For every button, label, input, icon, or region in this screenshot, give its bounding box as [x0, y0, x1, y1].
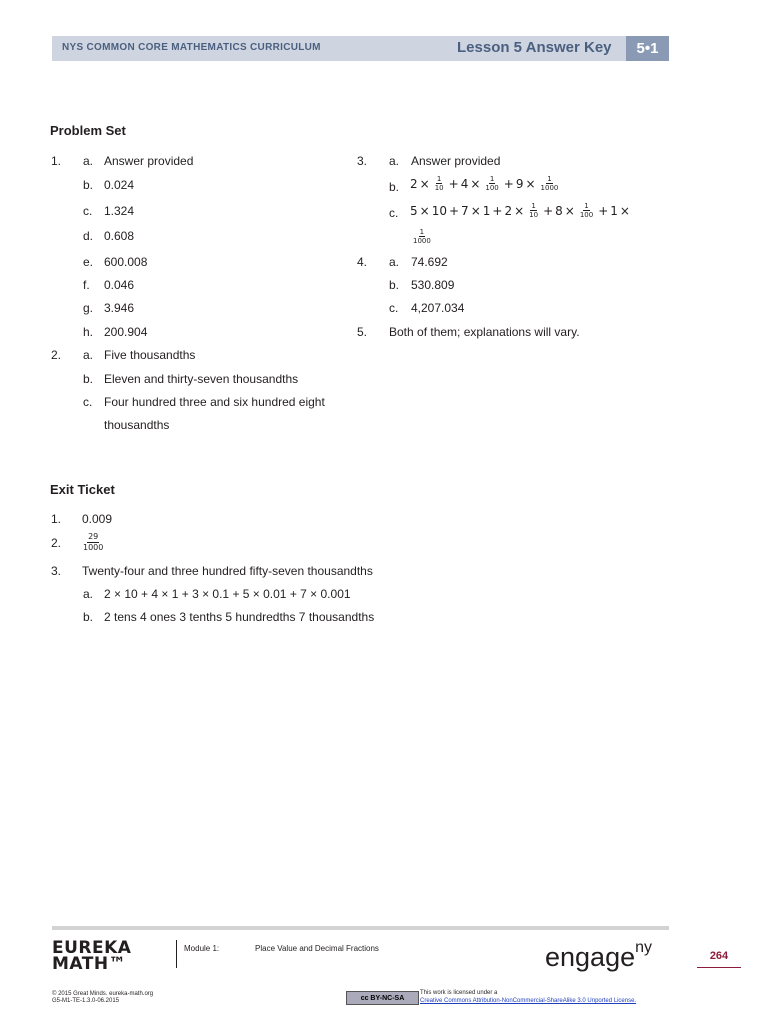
et-q1-number: 1. [51, 512, 62, 526]
exit-ticket-title: Exit Ticket [50, 482, 115, 497]
document-code: G5-M1-TE-1.3.0-06.2015 [52, 998, 120, 1004]
footer-rule [52, 926, 669, 930]
q1-label: d. [83, 229, 94, 243]
q1-label: g. [83, 301, 94, 315]
q1-label: f. [83, 278, 90, 292]
q2-label: b. [83, 372, 94, 386]
q4-label: b. [389, 278, 400, 292]
q1-answer: 0.046 [104, 278, 135, 292]
q1-answer: 200.904 [104, 325, 148, 339]
license-link[interactable]: Creative Commons Attribution-NonCommercial-ShareAlike 3.0 Unported License. [420, 998, 637, 1004]
q1-answer: Answer provided [104, 154, 194, 168]
q1-answer: 0.608 [104, 229, 135, 243]
license-text: This work is licensed under a [420, 990, 498, 996]
curriculum-title: NYS COMMON CORE MATHEMATICS CURRICULUM [62, 42, 321, 53]
q1-number: 1. [51, 154, 62, 168]
q1-answer: 0.024 [104, 178, 135, 192]
et-q3b-answer: 2 tens 4 ones 3 tenths 5 hundredths 7 thousandths [104, 610, 375, 624]
q5-answer: Both of them; explanations will vary. [389, 325, 580, 339]
q3-answer: Answer provided [411, 154, 501, 168]
q3c-expression: 5 × 10 + 7 × 1 + 2 × $\frac{1}{10}$ + 8 × $\frac{1}{100}$ + 1 × [410, 202, 630, 219]
q1-label: a. [83, 154, 94, 168]
engageny-logo: engage$^{ny}$ [545, 939, 653, 972]
eureka-math-logo: EUREKA MATH™ [52, 938, 132, 974]
page-number: 264 [709, 950, 729, 962]
et-q1-answer: 0.009 [82, 512, 113, 526]
q1-label: c. [83, 204, 93, 218]
q4-label: c. [389, 301, 399, 315]
cc-license-badge: cc BY-NC-SA [346, 991, 419, 1005]
copyright: © 2015 Great Minds. eureka-math.org [52, 991, 154, 997]
et-q2-number: 2. [51, 536, 62, 550]
q2-answer: Four hundred three and six hundred eight [104, 395, 325, 409]
q1-answer: 600.008 [104, 255, 148, 269]
q2-label: c. [83, 395, 93, 409]
et-q3-label: b. [83, 610, 94, 624]
module-label: Module 1: [184, 944, 220, 953]
q4-answer: 74.692 [411, 255, 448, 269]
q2-label: a. [83, 348, 94, 362]
page-number-rule [697, 967, 741, 968]
q5-number: 5. [357, 325, 368, 339]
footer-divider [176, 940, 177, 968]
q3-number: 3. [357, 154, 368, 168]
et-q3-answer: Twenty-four and three hundred fifty-seven thousandths [82, 564, 373, 578]
q3-label: c. [389, 206, 399, 220]
q4-answer: 4,207.034 [411, 301, 465, 315]
grade-module-badge: 5•1 [626, 36, 669, 61]
q1-label: h. [83, 325, 94, 339]
q2-answer-continued: thousandths [104, 418, 170, 432]
q3-label: a. [389, 154, 400, 168]
et-q3a-expression: 2 × 10 + 4 × 1 + 3 × 0.1 + 5 × 0.01 + 7 × 0.001 [104, 587, 351, 601]
q1-answer: 1.324 [104, 204, 135, 218]
q4-answer: 530.809 [411, 278, 455, 292]
q3b-expression: 2 × $\frac{1}{10}$ + 4 × $\frac{1}{100}$ + 9 × $\frac{1}{1000}$ [410, 175, 559, 192]
q1-label: b. [83, 178, 94, 192]
q1-answer: 3.946 [104, 301, 135, 315]
lesson-title: Lesson 5 Answer Key [457, 39, 612, 56]
q2-number: 2. [51, 348, 62, 362]
problem-set-title: Problem Set [50, 123, 126, 138]
et-q3-label: a. [83, 587, 94, 601]
et-q2-fraction: $\frac{29}{1000}$ [83, 532, 104, 552]
q2-answer: Five thousandths [104, 348, 196, 362]
q4-number: 4. [357, 255, 368, 269]
et-q3-number: 3. [51, 564, 62, 578]
q3-label: b. [389, 180, 400, 194]
q2-answer: Eleven and thirty-seven thousandths [104, 372, 299, 386]
q4-label: a. [389, 255, 400, 269]
module-title: Place Value and Decimal Fractions [255, 944, 379, 953]
q3c-expression-continued: $\frac{1}{1000}$ [413, 228, 431, 245]
q1-label: e. [83, 255, 94, 269]
